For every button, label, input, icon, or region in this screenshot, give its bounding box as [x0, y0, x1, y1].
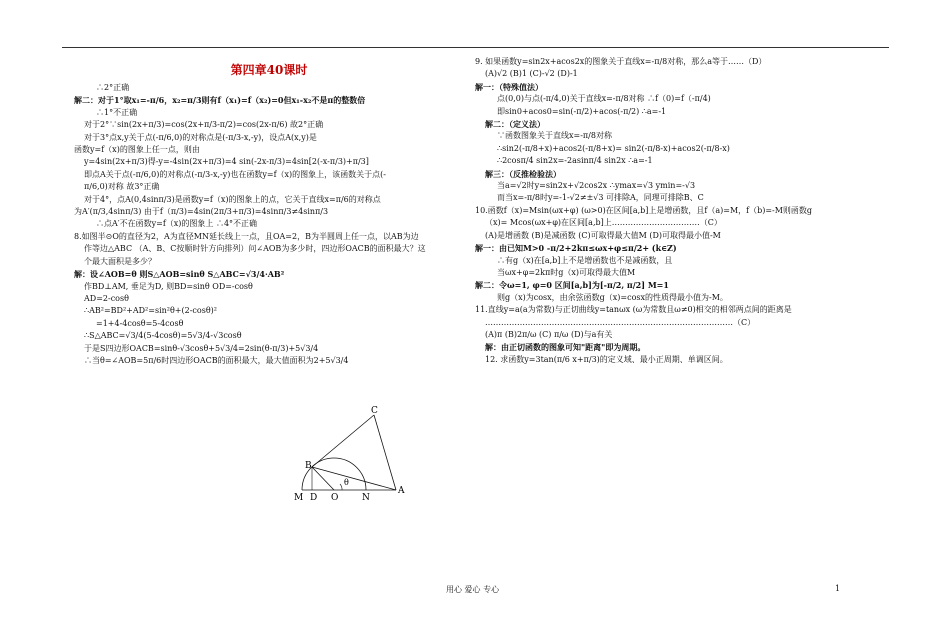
text-line: 对于4°，点A(0,4sinπ/3)是函数y=f（x)的图象上的点，它关于直线x=π/6的对称点 [84, 194, 381, 204]
text-line: y=4sin(2x+π/3)得-y=-4sin(2x+π/3)=4 sin(-2x-π/3)=4sin[2(-x-π/3)+π/3] [84, 157, 369, 167]
text-line: 解：设∠AOB=θ 则S△AOB=sinθ S△ABC=√3/4·AB² [74, 269, 285, 280]
text-line: 对于2°∵sin(2x+π/3)=cos(2x+π/3-π/2)=cos(2x-π/6) 故2°正确 [84, 120, 324, 130]
text-line: 而当x=-π/8时y=-1-√2≠±√3 可排除A，同理可排除B、C [497, 193, 704, 203]
line-BO [312, 467, 334, 490]
right-lines [475, 56, 875, 366]
text-line: 解二：对于1°取x₁=-π/6，x₂=π/3则有f（x₁)=f（x₂)=0但x₁-x₂不是π的整数倍 [74, 95, 366, 106]
text-line: 10.函数f（x)=Msin(ωx+φ) (ω>0)在区间[a,b]上是增函数，且f（a)=M，f（b)=-M则函数g [475, 205, 813, 215]
text-line: 于是S四边形OACB=sinθ-√3cosθ+5√3/4=2sin(θ-π/3)+5√3/4 [84, 343, 319, 353]
text-line: 即点A关于点(-π/6,0)的对称点(-π/3-x,-y)也在函数y=f（x)的图象上，该函数关于点(- [84, 169, 387, 179]
text-line: (A)√2 (B)1 (C)-√2 (D)-1 [485, 69, 578, 79]
text-line: (A)是增函数 (B)是减函数 (C)可取得最大值M (D)可取得最小值-M [485, 230, 721, 240]
text-line: 则g（x)为cosx，由余弦函数g（x)=cosx的性质得最小值为-M。 [497, 292, 728, 302]
text-line: 解一：（特殊值法） [475, 81, 543, 92]
text-line: 解一：由已知M>0 -π/2+2kπ≤ωx+φ≤π/2+ (k∈Z) [475, 243, 677, 254]
text-line: ∴2°正确 [96, 83, 130, 92]
geometry-figure [294, 405, 414, 505]
page-number: 1 [835, 584, 841, 593]
text-line: 当a=√2时y=sin2x+√2cos2x ∴ymax=√3 ymin=-√3 [497, 181, 696, 191]
label-B: B [305, 461, 312, 471]
label-M: M [294, 493, 304, 503]
text-line: ∴S△ABC=√3/4(5-4cosθ)=5√3/4-√3cosθ [84, 331, 242, 341]
footer-text: 用心 爱心 专心 [446, 585, 500, 594]
text-line: 当ωx+φ=2kπ时g（x)可取得最大值M [497, 267, 636, 277]
text-line: 12. 求函数y=3tan(π/6 x+π/3)的定义域、最小正周期、单调区间。 [485, 354, 728, 364]
angle-arc [340, 484, 342, 490]
text-line: π/6,0)对称 故3°正确 [84, 182, 160, 192]
label-N: N [362, 493, 370, 503]
label-theta: θ [344, 478, 349, 487]
line-BA [312, 467, 396, 490]
text-line: 8.如图半⊙O的直径为2，A为直径MN延长线上一点，且OA=2，B为半圆周上任一点，以AB为边 [74, 231, 419, 241]
label-D: D [310, 493, 318, 503]
text-line: 作等边△ABC （A、B、C按顺时针方向排列）问∠AOB为多少时，四边形OACB的面积最大？这 [84, 244, 426, 254]
text-line: 解二：（定义法） [485, 119, 545, 130]
text-line: 即sin0+acos0=sin(-π/2)+acos(-π/2) ∴a=-1 [497, 106, 667, 116]
left-column [74, 56, 464, 367]
text-line: ∴1°不正确 [96, 107, 138, 117]
text-line: 解三：（反推检验法） [485, 168, 561, 179]
text-line: (A)π (B)2π/ω (C) π/ω (D)与a有关 [485, 329, 613, 339]
text-line: 函数y=f（x)的图象上任一点，则由 [74, 145, 200, 155]
text-line: 作BD⊥AM, 垂足为D, 则BD=sinθ OD=-cosθ [84, 281, 253, 291]
text-line: ∴当θ=∠AOB=5π/6时四边形OACB的面积最大，最大值面积为2+5√3/4 [84, 355, 349, 365]
text-line: …………………………………………………………………………………（C） [485, 317, 756, 327]
label-O: O [331, 493, 339, 503]
text-line: ∵函数图象关于直线x=-π/8对称 [497, 131, 612, 141]
text-line: 点(0,0)与点(-π/4,0)关于直线x=-π/8对称 ∴f（0)=f（-π/4) [497, 94, 711, 104]
text-line: （x)= Mcos(ωx+φ)在区间[a,b]上……………………………（C） [485, 218, 722, 228]
text-line: ∴sin2(-π/8+x)+acos2(-π/8+x)= sin2(-π/8-x)+acos2(-π/8-x) [497, 143, 730, 153]
left-lines [74, 82, 464, 367]
text-line: 9. 如果函数y=sin2x+acos2x的图象关于直线x=-π/8对称，那么a等于……（D） [475, 57, 767, 66]
text-line: =1+4-4cosθ=5-4cosθ [96, 318, 184, 328]
text-line: ∴AB²=BD²+AD²=sin²θ+(2-cosθ)² [84, 306, 217, 316]
line-CA [374, 415, 396, 490]
label-C: C [371, 406, 378, 416]
text-line: AD=2-cosθ [84, 293, 129, 303]
right-column [475, 56, 875, 366]
text-line: 对于3°点x,y关于点(-π/6,0)的对称点是(-π/3-x,-y)，设点A(x,y)是 [84, 132, 317, 142]
label-A: A [398, 486, 405, 496]
text-line: ∴2cosπ/4 sin2x=-2asinπ/4 sin2x ∴a=-1 [497, 156, 653, 166]
text-line: 解：由正切函数的图象可知"距离"即为周期。 [485, 342, 646, 353]
text-line: 个最大面积是多少？ [84, 256, 156, 266]
text-line: 解二：令ω=1, φ=0 区间[a,b]为[-π/2, π/2] M=1 [475, 280, 669, 291]
text-line: 11.直线y=a(a为常数)与正切曲线y=tanωx (ω为常数且ω≠0)相交的相邻两点间的距离是 [475, 305, 792, 315]
text-line: ∴有g（x)在[a,b]上不是增函数也不是减函数，且 [497, 255, 673, 265]
text-line: ∴点A′不在函数y=f（x)的图象上 ∴4°不正确 [96, 219, 258, 229]
text-line: 为A′(π/3,4sinπ/3) 由于f（π/3)=4sin(2π/3+π/3)=4sinπ/3≠4sinπ/3 [74, 207, 329, 217]
page-title: 第四章40课时 [230, 63, 308, 77]
top-rule [62, 47, 889, 48]
